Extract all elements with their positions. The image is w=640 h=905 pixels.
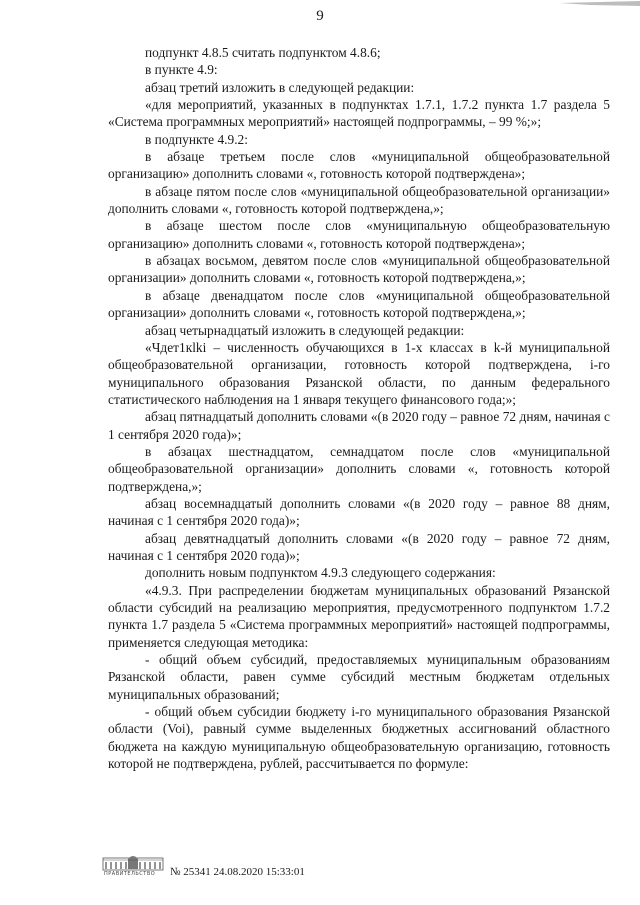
paragraph: в подпункте 4.9.2:: [145, 131, 248, 147]
paragraph: «для мероприятий, указанных в подпунктах 1.7.1, 1.7.2 пункта 1.7 раздела 5 «Система программных мероприятий» настоящей подпрограммы, – 99 %;»;: [108, 97, 610, 130]
paragraph: - общий объем субсидии бюджету i-го муниципального образования Рязанской области (Voi), равный сумме выделенных бюджетных ассигнований областного бюджета на каждую муниципальную общеобразовательную организацию, готовность которой не подтверждена, рублей, рассчитывается по формуле:: [108, 704, 610, 772]
registration-number: № 25341 24.08.2020 15:33:01: [170, 866, 305, 878]
paragraph: «Чдет1кlki – численность обучающихся в 1-х классах в k-й муниципальной общеобразовательной организации, готовность которой подтверждена, i-го муниципального образования Рязанской области, по данным федерального статистического наблюдения на 1 января текущего финансового года;»;: [108, 339, 610, 407]
document-footer: [102, 852, 362, 882]
paragraph: в пункте 4.9:: [145, 62, 218, 78]
paragraph: абзац пятнадцатый дополнить словами «(в 2020 году – равное 72 дням, начиная с 1 сентября 2020 года)»;: [108, 409, 610, 442]
paragraph: абзац восемнадцатый дополнить словами «(в 2020 году – равное 88 дням, начиная с 1 сентября 2020 года)»;: [108, 495, 610, 529]
paragraph: абзац третий изложить в следующей редакции:: [145, 79, 415, 95]
stamp-caption: ПРАВИТЕЛЬСТВО: [104, 871, 156, 877]
paragraph: в абзаце шестом после слов «муниципальную общеобразовательную организацию» дополнить словами «, готовность которой подтверждена»;: [108, 218, 610, 251]
paragraph: в абзаце пятом после слов «муниципальной общеобразовательной организации» дополнить словами «, готовность которой подтверждена,»;: [108, 183, 610, 217]
paragraph: абзац четырнадцатый изложить в следующей редакции:: [145, 322, 465, 338]
paragraph: подпункт 4.8.5 считать подпунктом 4.8.6;: [145, 45, 381, 60]
paragraph: абзац девятнадцатый дополнить словами «(в 2020 году – равное 72 дням, начиная с 1 сентября 2020 года)»;: [108, 530, 610, 563]
page-number: 9: [316, 8, 324, 24]
paragraph: дополнить новым подпунктом 4.9.3 следующего содержания:: [145, 565, 496, 581]
paragraph: - общий объем субсидий, предоставляемых муниципальным образованиям Рязанской области, равен сумме субсидий местным бюджетам отдельных муниципальных образований;: [108, 652, 610, 702]
paragraph: «4.9.3. При распределении бюджетам муниципальных образований Рязанской области субсидий на реализацию мероприятия, предусмотренного подпунктом 1.7.2 пункта 1.7 раздела 5 «Система программных мероприятий» настоящей подпрограммы, применяется следующая методика:: [108, 582, 610, 650]
paragraph: в абзацах шестнадцатом, семнадцатом после слов «муниципальной общеобразовательной организации» дополнить словами «, готовность которой подтверждена,»;: [108, 443, 610, 494]
paragraph: в абзаце двенадцатом после слов «муниципальной общеобразовательной организации» дополнить словами «, готовность которой подтверждена,»;: [108, 287, 610, 321]
paragraph: в абзацах восьмом, девятом после слов «муниципальной общеобразовательной организации» дополнить словами «, готовность которой подтверждена,»;: [108, 253, 610, 286]
government-emblem-stamp: [102, 852, 164, 872]
paragraph: в абзаце третьем после слов «муниципальной общеобразовательной организацию» дополнить словами «, готовность которой подтверждена»;: [108, 149, 610, 182]
document-body: [108, 44, 610, 772]
